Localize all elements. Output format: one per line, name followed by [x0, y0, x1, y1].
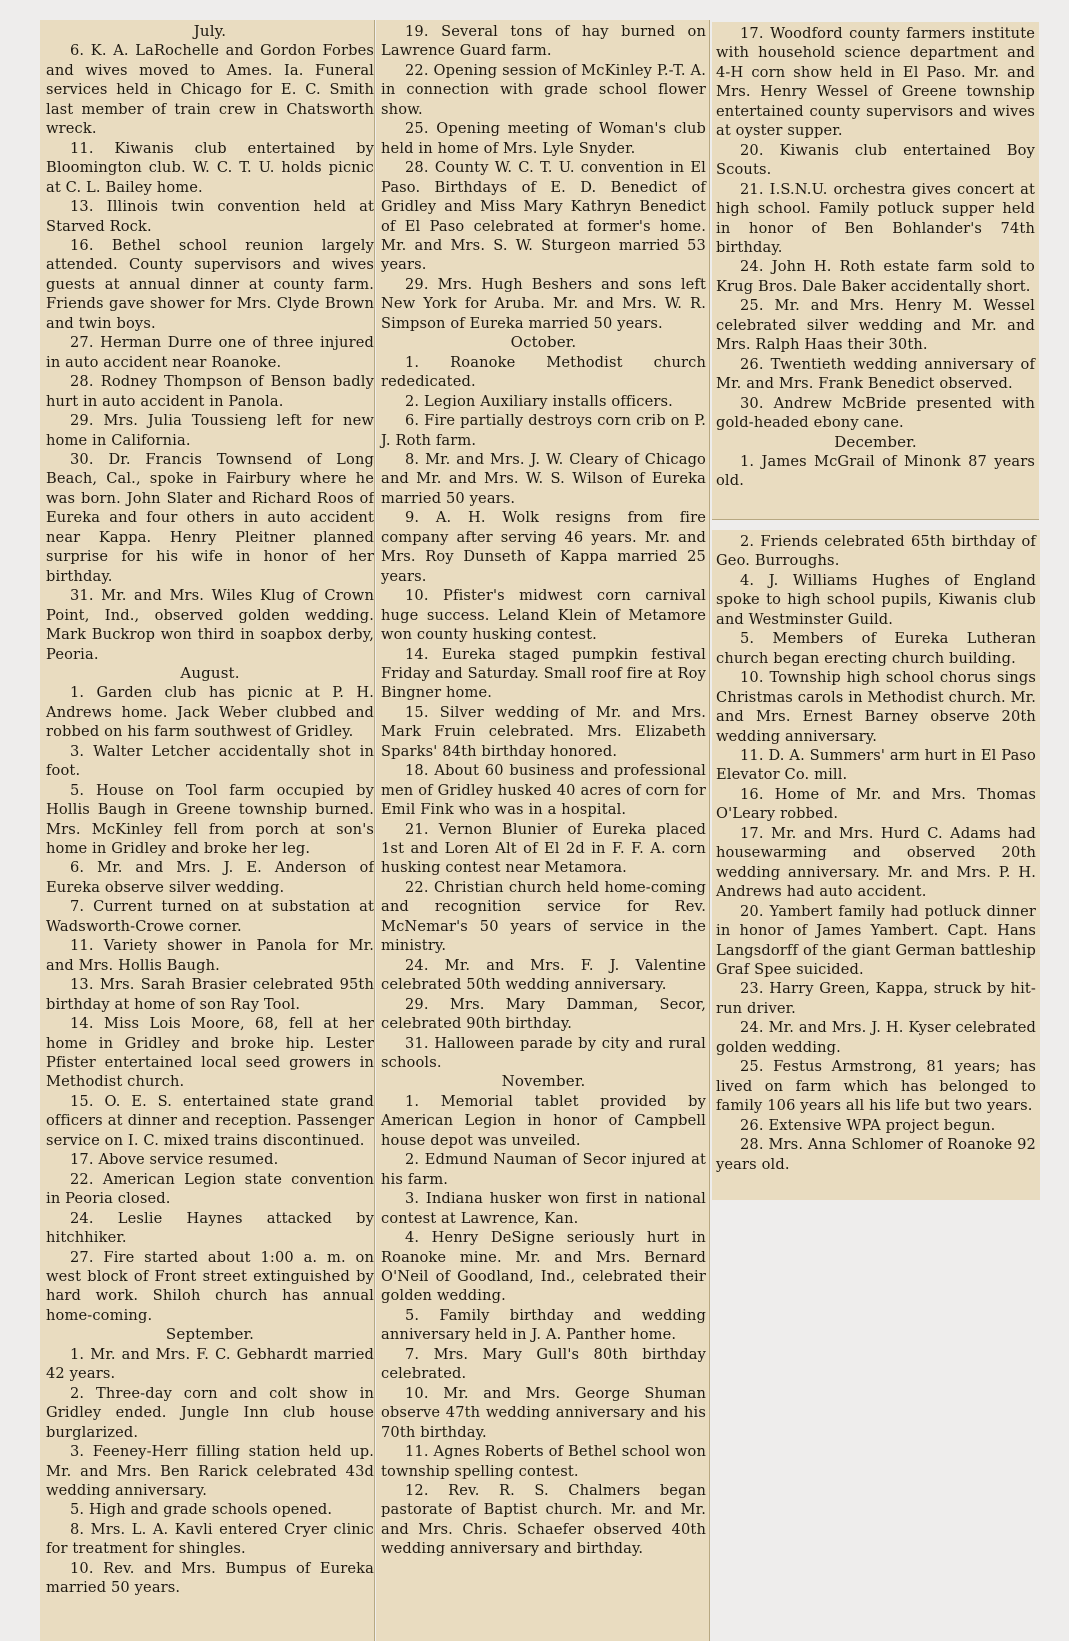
chronology-entry: 1. Roanoke Methodist church rededicated.	[381, 353, 706, 391]
chronology-entry: 17. Mr. and Mrs. Hurd C. Adams had housewarming and observed 20th wedding anniversary. Mr. and Mrs. P. H. Andrews had auto accident.	[716, 824, 1036, 901]
chronology-entry: 13. Illinois twin convention held at Starved Rock.	[46, 198, 374, 235]
chronology-entry: 25. Opening meeting of Woman's club held in home of Mrs. Lyle Snyder.	[381, 120, 706, 157]
month-heading: October.	[510, 333, 577, 352]
chronology-entry: 3. Feeney-Herr filling station held up. Mr. and Mrs. Ben Rarick celebrated 43d wedding anniversary.	[46, 1443, 374, 1499]
chronology-entry: 16. Bethel school reunion largely attended. County supervisors and wives guests at annual dinner at county farm. Friends gave shower for Mrs. Clyde Brown and twin boys.	[46, 236, 374, 332]
clipping-column-3-bottom	[712, 530, 1040, 1200]
chronology-entry: 21. I.S.N.U. orchestra gives concert at high school. Family potluck supper held in honor of Ben Bohlander's 74th birthday.	[716, 180, 1035, 256]
chronology-entry: 10. Township high school chorus sings Christmas carols in Methodist church. Mr. and Mrs. Ernest Barney observe 20th wedding anniversary.	[716, 669, 1036, 745]
chronology-entry: 26. Twentieth wedding anniversary of Mr. and Mrs. Frank Benedict observed.	[716, 355, 1035, 393]
chronology-entry: 2. Three-day corn and colt show in Gridley ended. Jungle Inn club house burglarized.	[46, 1384, 374, 1441]
chronology-entry: 6. Fire partially destroys corn crib on P. J. Roth farm.	[381, 412, 706, 449]
chronology-entry: 14. Miss Lois Moore, 68, fell at her home in Gridley and broke hip. Lester Pfister entertained local seed growers in Methodist church.	[46, 1015, 374, 1091]
chronology-entry: 17. Above service resumed.	[70, 1151, 279, 1169]
chronology-entry: 3. Walter Letcher accidentally shot in foot.	[46, 742, 374, 780]
chronology-entry: 1. Mr. and Mrs. F. C. Gebhardt married 42 years.	[46, 1345, 374, 1383]
chronology-entry: 5. Members of Eureka Lutheran church began erecting church building.	[716, 630, 1036, 667]
chronology-entry: 29. Mrs. Hugh Beshers and sons left New York for Aruba. Mr. and Mrs. W. R. Simpson of Eureka married 50 years.	[381, 275, 706, 332]
chronology-entry: 30. Andrew McBride presented with gold-headed ebony cane.	[716, 394, 1035, 432]
chronology-entry: 7. Current turned on at substation at Wadsworth-Crowe corner.	[46, 898, 374, 935]
chronology-entry: 29. Mrs. Mary Damman, Secor, celebrated 90th birthday.	[381, 995, 706, 1033]
chronology-entry: 1. Memorial tablet provided by American Legion in honor of Campbell house depot was unveiled.	[381, 1092, 706, 1149]
chronology-entry: 25. Mr. and Mrs. Henry M. Wessel celebrated silver wedding and Mr. and Mrs. Ralph Haas their 30th.	[716, 297, 1035, 354]
chronology-entry: 27. Fire started about 1:00 a. m. on west block of Front street extinguished by hard work. Shiloh church has annual home-coming.	[46, 1248, 374, 1324]
clipping-column-3-top	[712, 22, 1039, 519]
month-heading: November.	[501, 1072, 586, 1091]
chronology-entry: 3. Indiana husker won first in national contest at Lawrence, Kan.	[381, 1190, 706, 1227]
chronology-entry: 24. Mr. and Mrs. J. H. Kyser celebrated golden wedding.	[716, 1019, 1036, 1056]
chronology-entry: 11. D. A. Summers' arm hurt in El Paso Elevator Co. mill.	[716, 746, 1036, 784]
chronology-entry: 10. Pfister's midwest corn carnival huge success. Leland Klein of Metamore won county husking contest.	[381, 587, 706, 644]
chronology-entry: 9. A. H. Wolk resigns from fire company after serving 46 years. Mr. and Mrs. Roy Dunseth of Kappa married 25 years.	[381, 509, 706, 585]
chronology-entry: 11. Kiwanis club entertained by Bloomington club. W. C. T. U. holds picnic at C. L. Bailey home.	[46, 139, 374, 196]
chronology-entry: 4. J. Williams Hughes of England spoke to high school pupils, Kiwanis club and Westminster Guild.	[716, 571, 1036, 628]
chronology-entry: 11. Agnes Roberts of Bethel school won township spelling contest.	[381, 1443, 706, 1480]
chronology-entry: 24. John H. Roth estate farm sold to Krug Bros. Dale Baker accidentally short.	[716, 258, 1035, 295]
chronology-entry: 16. Home of Mr. and Mrs. Thomas O'Leary robbed.	[716, 785, 1036, 823]
chronology-entry: 12. Rev. R. S. Chalmers began pastorate of Baptist church. Mr. and Mr. and Mrs. Chris. Schaefer observed 40th wedding anniversary and birthday.	[381, 1481, 706, 1558]
chronology-entry: 2. Edmund Nauman of Secor injured at his farm.	[381, 1151, 706, 1188]
chronology-entry: 19. Several tons of hay burned on Lawrence Guard farm.	[381, 23, 706, 60]
chronology-entry: 24. Mr. and Mrs. F. J. Valentine celebrated 50th wedding anniversary.	[381, 956, 706, 994]
chronology-entry: 15. O. E. S. entertained state grand officers at dinner and reception. Passenger service on I. C. mixed trains discontinued.	[46, 1092, 374, 1149]
chronology-entry: 22. Opening session of McKinley P.-T. A. in connection with grade school flower show.	[381, 61, 706, 118]
month-heading: July.	[193, 22, 227, 40]
clipping-column-1	[40, 20, 374, 1641]
chronology-entry: 5. House on Tool farm occupied by Hollis Baugh in Greene township burned. Mrs. McKinley fell from porch at son's home in Gridley and broke her leg.	[46, 781, 374, 858]
month-heading: September.	[165, 1325, 255, 1344]
chronology-entry: 1. Garden club has picnic at P. H. Andrews home. Jack Weber clubbed and robbed on his farm southwest of Gridley.	[46, 684, 374, 741]
chronology-entry: 6. K. A. LaRochelle and Gordon Forbes and wives moved to Ames. Ia. Funeral services held in Chicago for E. C. Smith last member of train crew in Chatsworth wreck.	[46, 42, 374, 138]
chronology-entry: 20. Yambert family had potluck dinner in honor of James Yambert. Capt. Hans Langsdorff of the giant German battleship Graf Spee suicided.	[716, 902, 1036, 978]
chronology-entry: 8. Mr. and Mrs. J. W. Cleary of Chicago and Mr. and Mrs. W. S. Wilson of Eureka married 50 years.	[381, 450, 706, 507]
chronology-entry: 23. Harry Green, Kappa, struck by hit-run driver.	[716, 980, 1036, 1017]
chronology-entry: 28. Mrs. Anna Schlomer of Roanoke 92 years old.	[716, 1136, 1036, 1173]
chronology-entry: 31. Halloween parade by city and rural schools.	[381, 1034, 706, 1072]
chronology-entry: 7. Mrs. Mary Gull's 80th birthday celebrated.	[381, 1345, 706, 1383]
chronology-entry: 10. Rev. and Mrs. Bumpus of Eureka married 50 years.	[46, 1559, 374, 1597]
chronology-entry: 17. Woodford county farmers institute with household science department and 4-H corn show held in El Paso. Mr. and Mrs. Henry Wessel of Greene township entertained county supervisors and wives at oyster supper.	[716, 25, 1035, 140]
chronology-entry: 22. Christian church held home-coming and recognition service for Rev. McNemar's 50 years of service in the ministry.	[381, 878, 706, 955]
month-heading: August.	[180, 663, 240, 682]
chronology-entry: 6. Mr. and Mrs. J. E. Anderson of Eureka observe silver wedding.	[46, 859, 374, 896]
chronology-entry: 13. Mrs. Sarah Brasier celebrated 95th birthday at home of son Ray Tool.	[46, 976, 374, 1013]
chronology-entry: 8. Mrs. L. A. Kavli entered Cryer clinic for treatment for shingles.	[46, 1520, 374, 1558]
chronology-entry: 22. American Legion state convention in Peoria closed.	[46, 1170, 374, 1208]
chronology-entry: 28. Rodney Thompson of Benson badly hurt in auto accident in Panola.	[46, 373, 374, 410]
clipping-column-2	[376, 20, 709, 1641]
chronology-entry: 29. Mrs. Julia Toussieng left for new home in California.	[46, 412, 374, 449]
chronology-entry: 5. Family birthday and wedding anniversary held in J. A. Panther home.	[381, 1306, 706, 1344]
chronology-entry: 15. Silver wedding of Mr. and Mrs. Mark Fruin celebrated. Mrs. Elizabeth Sparks' 84th birthday honored.	[381, 703, 706, 760]
month-heading: December.	[834, 432, 917, 451]
chronology-entry: 10. Mr. and Mrs. George Shuman observe 47th wedding anniversary and his 70th birthday.	[381, 1384, 706, 1441]
chronology-entry: 18. About 60 business and professional men of Gridley husked 40 acres of corn for Emil Fink who was in a hospital.	[381, 762, 706, 819]
chronology-entry: 11. Variety shower in Panola for Mr. and Mrs. Hollis Baugh.	[46, 937, 374, 974]
chronology-entry: 1. James McGrail of Minonk 87 years old.	[716, 452, 1035, 490]
chronology-entry: 25. Festus Armstrong, 81 years; has lived on farm which has belonged to family 106 years all his life but two years.	[716, 1058, 1036, 1115]
chronology-entry: 2. Friends celebrated 65th birthday of Geo. Burroughs.	[716, 533, 1036, 570]
chronology-entry: 20. Kiwanis club entertained Boy Scouts.	[716, 141, 1035, 179]
chronology-entry: 28. County W. C. T. U. convention in El Paso. Birthdays of E. D. Benedict of Gridley and Miss Mary Kathryn Benedict of El Paso celebrated at former's home. Mr. and Mrs. S. W. Sturgeon married 53 years.	[381, 159, 706, 274]
chronology-entry: 4. Henry DeSigne seriously hurt in Roanoke mine. Mr. and Mrs. Bernard O'Neil of Goodland, Ind., celebrated their golden wedding.	[381, 1229, 706, 1305]
chronology-entry: 5. High and grade schools opened.	[70, 1501, 333, 1519]
chronology-entry: 31. Mr. and Mrs. Wiles Klug of Crown Point, Ind., observed golden wedding. Mark Buckrop won third in soapbox derby, Peoria.	[46, 587, 374, 663]
chronology-entry: 2. Legion Auxiliary installs officers.	[405, 392, 673, 410]
chronology-entry: 27. Herman Durre one of three injured in auto accident near Roanoke.	[46, 334, 374, 371]
chronology-entry: 14. Eureka staged pumpkin festival Friday and Saturday. Small roof fire at Roy Bingner home.	[381, 645, 706, 702]
chronology-entry: 24. Leslie Haynes attacked by hitchhiker.	[46, 1209, 374, 1247]
chronology-entry: 26. Extensive WPA project begun.	[740, 1116, 996, 1134]
chronology-entry: 21. Vernon Blunier of Eureka placed 1st and Loren Alt of El 2d in F. F. A. corn husking contest near Metamora.	[381, 820, 706, 877]
chronology-entry: 30. Dr. Francis Townsend of Long Beach, Cal., spoke in Fairbury where he was born. John Slater and Richard Roos of Eureka and four others in auto accident near Kappa. Henry Pleitner planned surprise for his wife in honor of her birthday.	[46, 450, 374, 585]
